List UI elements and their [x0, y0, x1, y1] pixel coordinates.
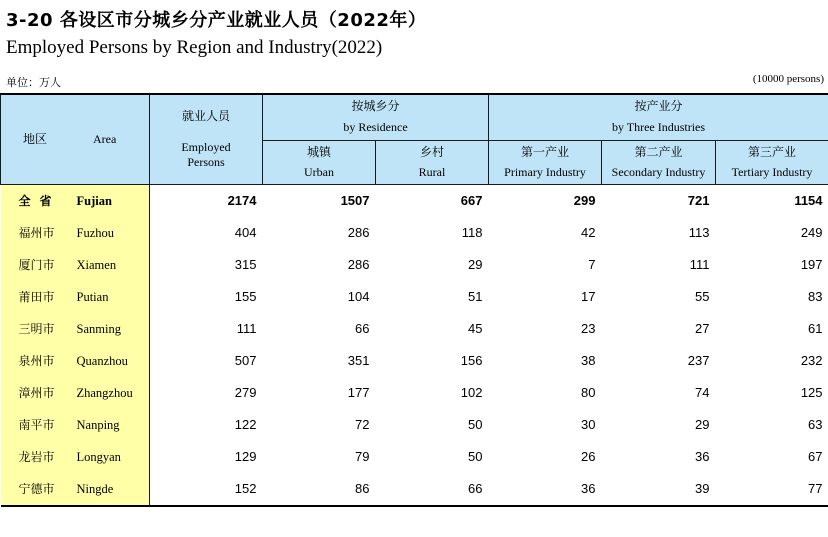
header-residence-en: by Residence [343, 120, 408, 135]
secondary-cell: 113 [688, 225, 710, 240]
region-cell [1, 249, 150, 281]
header-industry [489, 94, 828, 140]
region-name-cn: 福州市 [18, 226, 55, 240]
header-employed-en-1: Employed [181, 139, 231, 154]
header-secondary-en: Secondary Industry [611, 164, 706, 179]
table-row [1, 441, 828, 473]
rural-cell: 667 [376, 184, 489, 217]
primary-cell: 36 [489, 473, 602, 506]
urban-cell: 286 [347, 257, 370, 272]
rural-cell: 50 [468, 449, 483, 464]
secondary-cell: 237 [687, 353, 710, 368]
tertiary-cell: 125 [800, 385, 823, 400]
primary-cell: 299 [489, 184, 602, 217]
rural-cell: 66 [376, 473, 489, 506]
primary-cell: 80 [581, 385, 596, 400]
region-cell [1, 281, 150, 313]
tertiary-cell: 1154 [716, 184, 828, 217]
employed-cell: 122 [234, 417, 257, 432]
secondary-cell: 29 [695, 417, 710, 432]
region-cell [1, 217, 150, 249]
region-name-en: Nanping [76, 418, 120, 432]
employed-cell: 315 [234, 257, 257, 272]
table-header [1, 94, 828, 184]
urban-cell: 1507 [263, 184, 376, 217]
employed-cell: 155 [234, 289, 257, 304]
header-employed [150, 94, 263, 184]
employment-table [0, 93, 828, 507]
region-name-en: Quanzhou [76, 354, 128, 368]
secondary-cell: 721 [602, 184, 716, 217]
header-region [1, 94, 150, 184]
unit-label-en: (10000 persons) [752, 73, 824, 85]
region-name-cn: 全省 [18, 194, 61, 208]
header-residence-cn: 按城乡分 [351, 99, 400, 114]
table-row [1, 473, 828, 506]
primary-cell: 23 [581, 321, 596, 336]
region-name-cn: 三明市 [18, 322, 55, 336]
header-region-cn: 地区 [23, 132, 48, 147]
region-cell [1, 409, 150, 441]
secondary-cell: 74 [695, 385, 710, 400]
rural-cell: 118 [461, 225, 483, 240]
employed-cell: 152 [150, 473, 263, 506]
region-name-en: Xiamen [76, 258, 117, 272]
region-name-en: Fujian [76, 194, 112, 208]
header-tertiary-cn: 第三产业 [748, 144, 797, 159]
region-cell [1, 184, 150, 217]
rural-cell: 29 [468, 257, 483, 272]
table-row [1, 281, 828, 313]
rural-cell: 45 [468, 321, 483, 336]
region-name-en: Sanming [76, 322, 121, 336]
rural-cell: 102 [460, 385, 483, 400]
employed-cell: 2174 [150, 184, 263, 217]
urban-cell: 351 [347, 353, 370, 368]
region-name-cn: 莆田市 [18, 290, 55, 304]
region-name-cn: 厦门市 [18, 258, 55, 272]
employed-cell: 129 [234, 449, 257, 464]
header-employed-cn: 就业人员 [181, 108, 230, 123]
table-row-total [1, 184, 828, 217]
header-secondary [602, 140, 716, 184]
page-title-en: Employed Persons by Region and Industry(2022) [6, 37, 383, 58]
table-row [1, 249, 828, 281]
rural-cell: 51 [468, 289, 483, 304]
region-name-cn: 南平市 [18, 418, 55, 432]
region-name-cn: 漳州市 [18, 386, 55, 400]
urban-cell: 177 [347, 385, 370, 400]
region-cell [1, 377, 150, 409]
header-primary [489, 140, 602, 184]
urban-cell: 86 [263, 473, 376, 506]
tertiary-cell: 61 [808, 321, 823, 336]
table-body [1, 184, 828, 506]
tertiary-cell: 67 [808, 449, 823, 464]
tertiary-cell: 77 [716, 473, 828, 506]
table-row [1, 345, 828, 377]
region-name-en: Zhangzhou [76, 386, 133, 400]
rural-cell: 50 [468, 417, 483, 432]
urban-cell: 104 [347, 289, 370, 304]
secondary-cell: 55 [695, 289, 710, 304]
employed-cell: 111 [236, 321, 257, 336]
header-primary-en: Primary Industry [504, 164, 586, 179]
employed-cell: 279 [234, 385, 257, 400]
tertiary-cell: 249 [800, 225, 823, 240]
tertiary-cell: 197 [800, 257, 823, 272]
table-row [1, 409, 828, 441]
header-primary-cn: 第一产业 [520, 144, 569, 159]
page-title-cn: 3-20 各设区市分城乡分产业就业人员（2022年） [6, 10, 427, 31]
header-urban-en: Urban [304, 164, 334, 179]
region-name-cn: 泉州市 [18, 354, 55, 368]
region-name-en: Ningde [76, 482, 114, 496]
table-row [1, 377, 828, 409]
primary-cell: 7 [588, 257, 596, 272]
urban-cell: 79 [355, 449, 370, 464]
tertiary-cell: 232 [800, 353, 823, 368]
tertiary-cell: 63 [808, 417, 823, 432]
region-name-en: Putian [76, 290, 109, 304]
tertiary-cell: 83 [808, 289, 823, 304]
region-name-cn: 龙岩市 [18, 450, 55, 464]
secondary-cell: 27 [695, 321, 710, 336]
header-tertiary [716, 140, 828, 184]
primary-cell: 26 [581, 449, 596, 464]
region-cell [1, 313, 150, 345]
primary-cell: 30 [581, 417, 596, 432]
header-secondary-cn: 第二产业 [634, 144, 683, 159]
primary-cell: 17 [581, 289, 596, 304]
header-urban [263, 140, 376, 184]
rural-cell: 156 [460, 353, 483, 368]
region-name-cn: 宁德市 [18, 482, 55, 496]
header-employed-en-2: Persons [187, 154, 225, 169]
urban-cell: 66 [355, 321, 370, 336]
region-name-en: Fuzhou [76, 226, 114, 240]
employed-cell: 507 [234, 353, 257, 368]
primary-cell: 42 [581, 225, 596, 240]
header-urban-cn: 城镇 [306, 144, 331, 159]
table-row [1, 217, 828, 249]
employed-cell: 404 [234, 225, 257, 240]
header-rural [376, 140, 489, 184]
region-cell [1, 441, 150, 473]
region-cell [1, 473, 150, 506]
secondary-cell: 39 [602, 473, 716, 506]
header-region-en: Area [93, 132, 117, 147]
unit-label-cn: 单位：万人 [6, 76, 61, 89]
urban-cell: 72 [355, 417, 370, 432]
header-residence [263, 94, 489, 140]
region-name-en: Longyan [76, 450, 121, 464]
header-tertiary-en: Tertiary Industry [731, 164, 813, 179]
secondary-cell: 36 [695, 449, 710, 464]
header-rural-en: Rural [418, 164, 446, 179]
header-rural-cn: 乡村 [419, 144, 444, 159]
primary-cell: 38 [581, 353, 596, 368]
urban-cell: 286 [347, 225, 370, 240]
header-industry-cn: 按产业分 [634, 99, 683, 114]
table-row [1, 313, 828, 345]
header-industry-en: by Three Industries [611, 120, 706, 135]
region-cell [1, 345, 150, 377]
secondary-cell: 111 [689, 257, 710, 272]
